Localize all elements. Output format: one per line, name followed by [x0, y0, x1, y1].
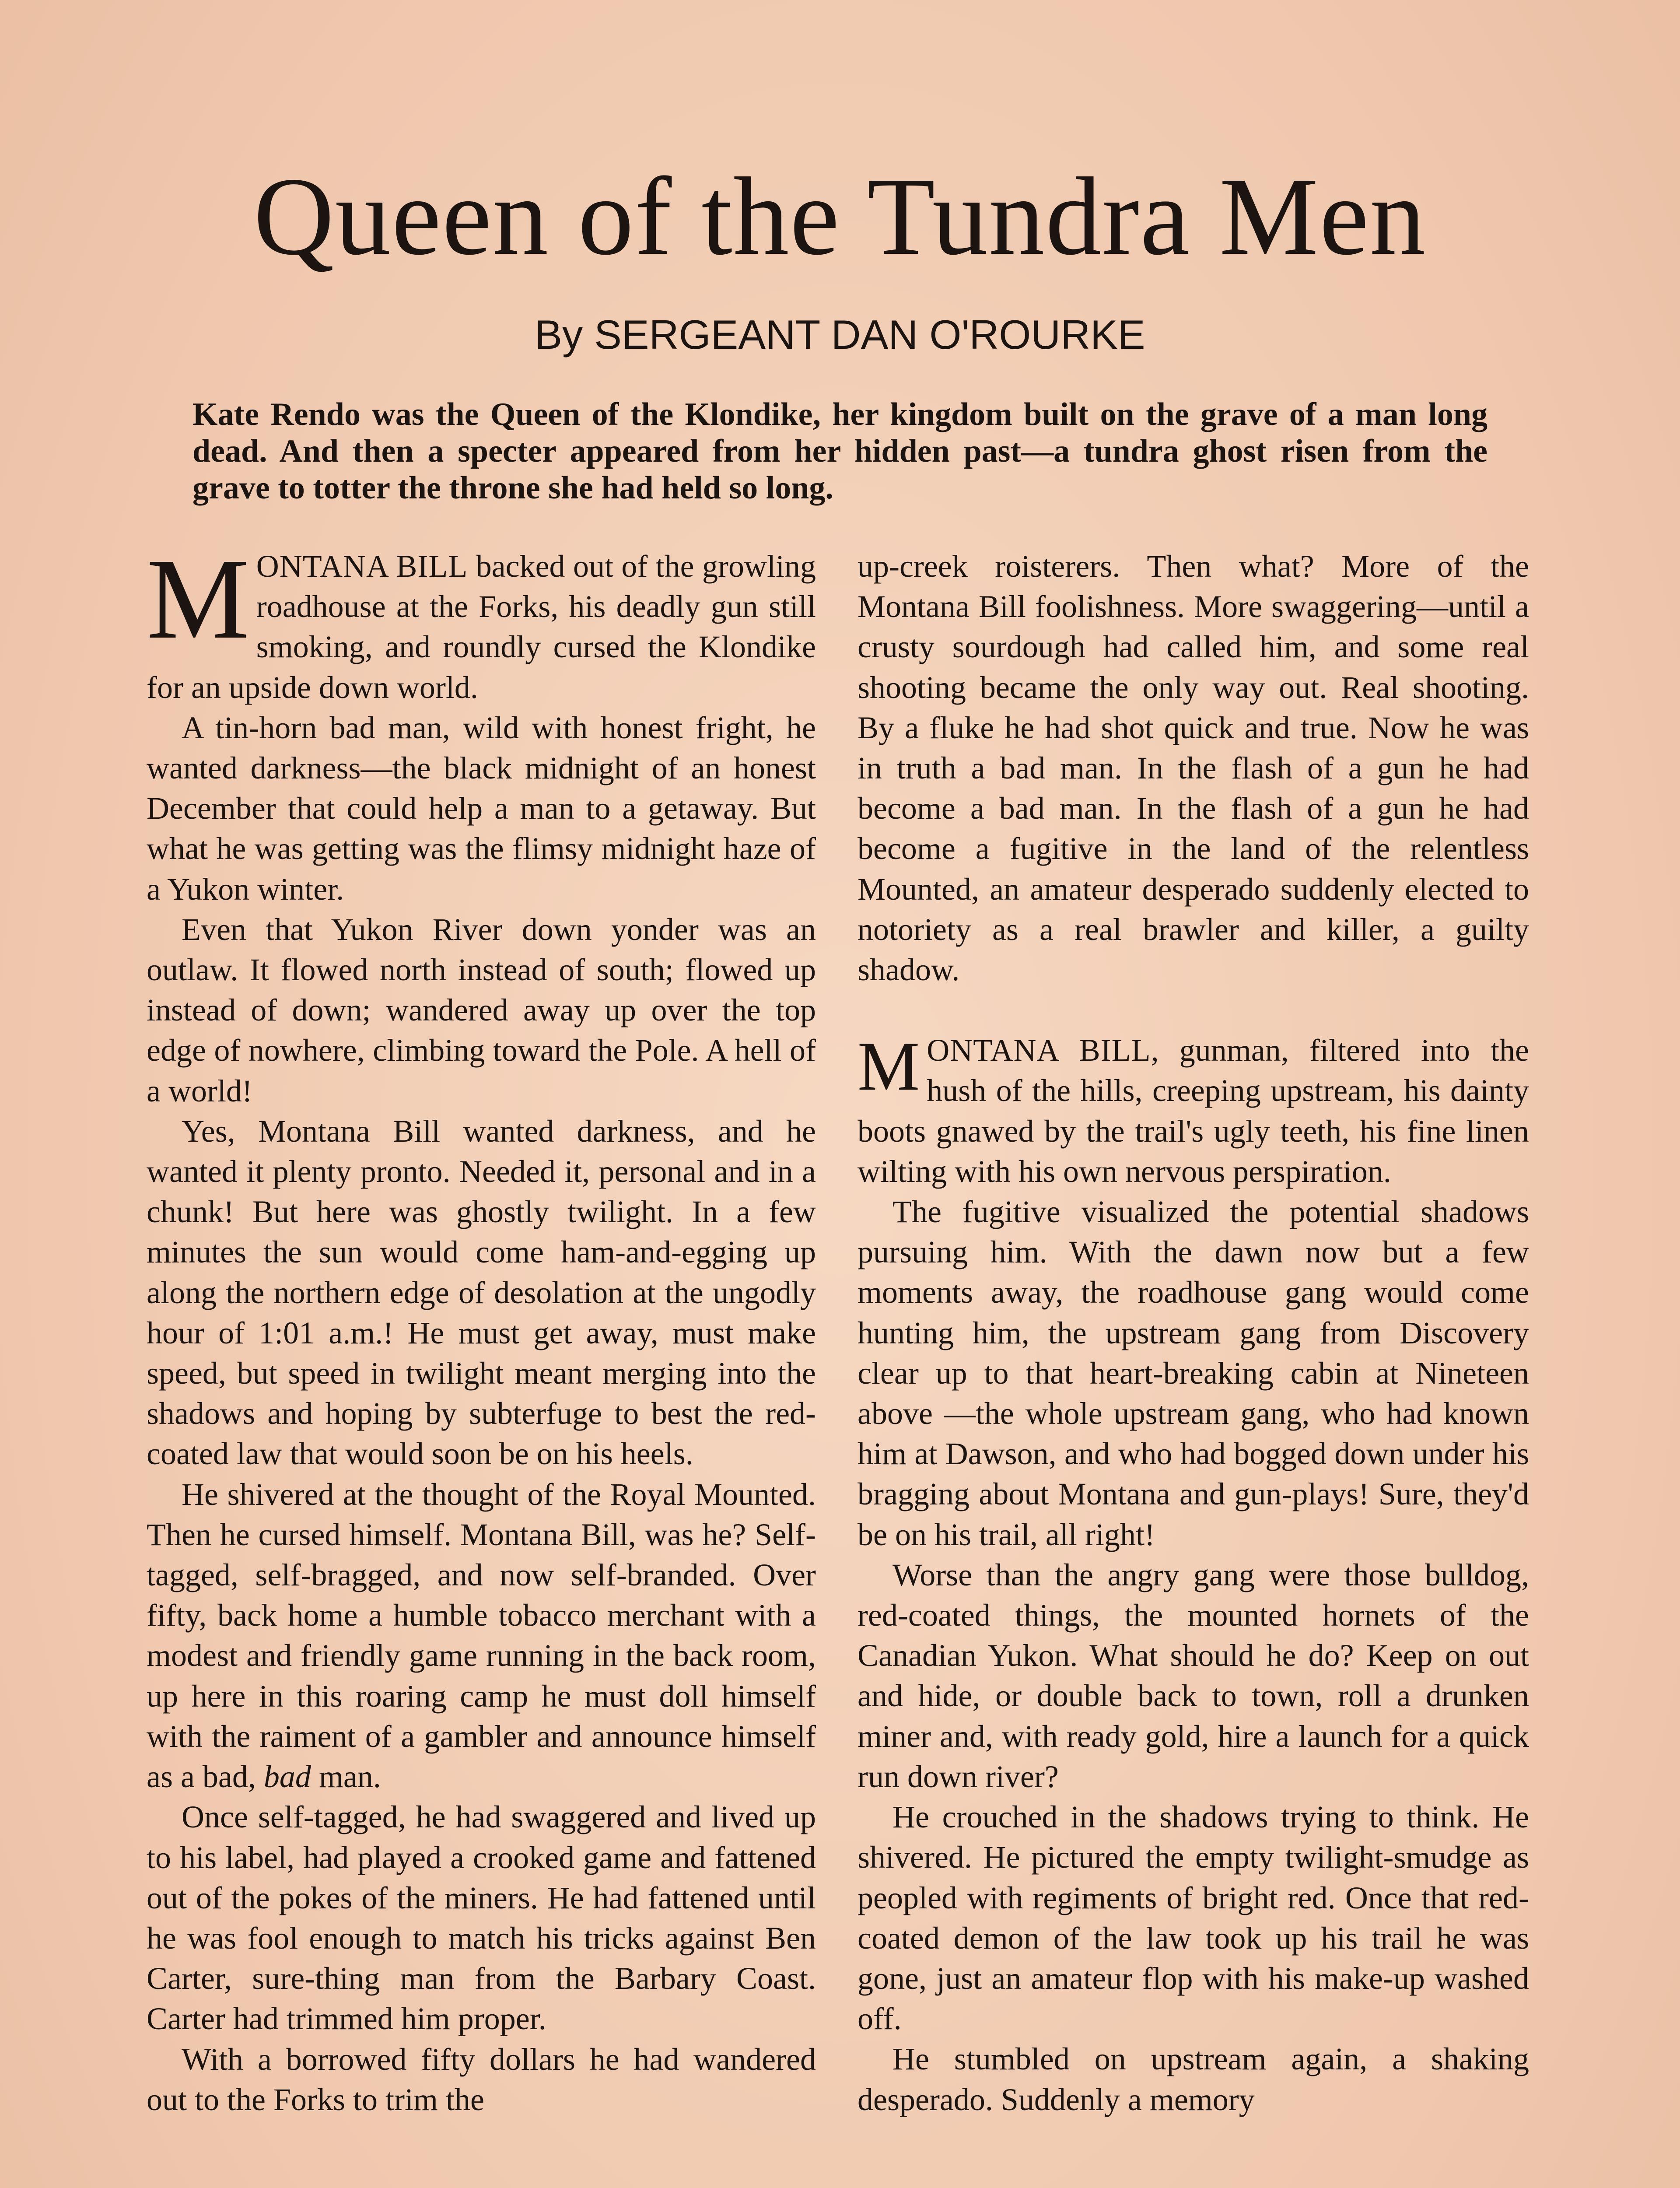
lead-smallcaps: ONTANA BILL	[256, 549, 468, 584]
lead-text: , gunman, filtered into the hush of the hills, creeping upstream, his dainty boots gnawed by the trail's ugly teeth, his fine linen wilting with his own nervous perspiration.	[858, 1033, 1529, 1189]
drop-cap: M	[858, 1027, 920, 1105]
continued-paragraph: up-creek roisterers. Then what? More of the Montana Bill foolishness. More swaggering—until a crusty sourdough had called him, and some real shooting became the only way out. Real shooting. By a fluke he had shot quick and true. Now he was in truth a bad man. In the flash of a gun he had become a bad man. In the flash of a gun he had become a fugitive in the land of the relentless Mounted, an amateur desperado suddenly elected to notoriety as a real brawler and killer, a guilty shadow.	[858, 549, 1529, 988]
paragraph: Worse than the angry gang were those bulldog, red-coated things, the mounted hornets of the Canadian Yukon. What should he do? Keep on out and hide, or double back to town, roll a drunken miner and, with ready gold, hire a launch for a quick run down river?	[858, 1557, 1529, 1794]
paragraph-text-end: man.	[311, 1759, 381, 1795]
paragraph: A tin-horn bad man, wild with honest fright, he wanted darkness—the black midnight of an honest December that could help a man to a getaway. But what he was getting was the flimsy midnight haze of a Yukon winter.	[147, 710, 816, 907]
lead-text: backed out of the growling roadhouse at the Forks, his deadly gun still smoking, and roundly cursed the Klondike for an upside down world.	[147, 549, 816, 705]
left-column	[147, 546, 816, 2188]
story-deck: Kate Rendo was the Queen of the Klondike, her kingdom built on the grave of a man long dead. And then a specter appeared from her hidden past—a tundra ghost risen from the grave to totter the throne she had held so long.	[192, 396, 1488, 506]
byline: By SERGEANT DAN O'ROURKE	[535, 312, 1145, 358]
drop-cap: M	[147, 546, 249, 663]
paragraph: Yes, Montana Bill wanted darkness, and he wanted it plenty pronto. Needed it, personal and in a chunk! But here was ghostly twilight. In a few minutes the sun would come ham-and-egging up along the northern edge of desolation at the ungodly hour of 1:01 a.m.! He must get away, must make speed, but speed in twilight meant merging into the shadows and hoping by subterfuge to best the red-coated law that would soon be on his heels.	[147, 1113, 816, 1472]
story-title: Queen of the Tundra Men	[253, 155, 1427, 278]
paragraph: Once self-tagged, he had swaggered and lived up to his label, had played a crooked game and fattened out of the pokes of the miners. He had fattened until he was fool enough to match his tricks against Ben Carter, sure-thing man from the Barbary Coast. Carter had trimmed him proper.	[147, 1799, 816, 2037]
paragraph: With a borrowed fifty dollars he had wandered out to the Forks to trim the	[147, 2041, 816, 2117]
paragraph: The fugitive visualized the potential shadows pursuing him. With the dawn now but a few moments away, the roadhouse gang would come hunting him, the upstream gang from Discovery clear up to that heart-breaking cabin at Nineteen above —the whole upstream gang, who had known him at Dawson, and who had bogged down under his bragging about Montana and gun-plays! Sure, they'd be on his trail, all right!	[858, 1194, 1529, 1552]
right-column	[858, 546, 1529, 2188]
section-opening-paragraph	[858, 1027, 1529, 1192]
paragraph	[147, 1474, 816, 1797]
paragraph: Even that Yukon River down yonder was an outlaw. It flowed north instead of south; flowed up instead of down; wandered away up over the top edge of nowhere, climbing toward the Pole. A hell of a world!	[147, 912, 816, 1108]
paragraph: He stumbled on upstream again, a shaking desperado. Suddenly a memory	[858, 2041, 1529, 2117]
opening-paragraph	[147, 546, 816, 708]
paragraph: He crouched in the shadows trying to think. He shivered. He pictured the empty twilight-smudge as peopled with regiments of bright red. Once that red-coated demon of the law took up his trail he was gone, just an amateur flop with his make-up washed off.	[858, 1799, 1529, 2037]
italic-word: bad	[263, 1759, 311, 1795]
paragraph-text: He shivered at the thought of the Royal Mounted. Then he cursed himself. Montana Bill, was he? Self-tagged, self-bragged, and now self-branded. Over fifty, back home a humble tobacco merchant with a modest and friendly game running in the back room, up here in this roaring camp he must doll himself with the raiment of a gambler and announce himself as a bad,	[147, 1476, 816, 1795]
lead-smallcaps: ONTANA BILL	[927, 1033, 1151, 1068]
